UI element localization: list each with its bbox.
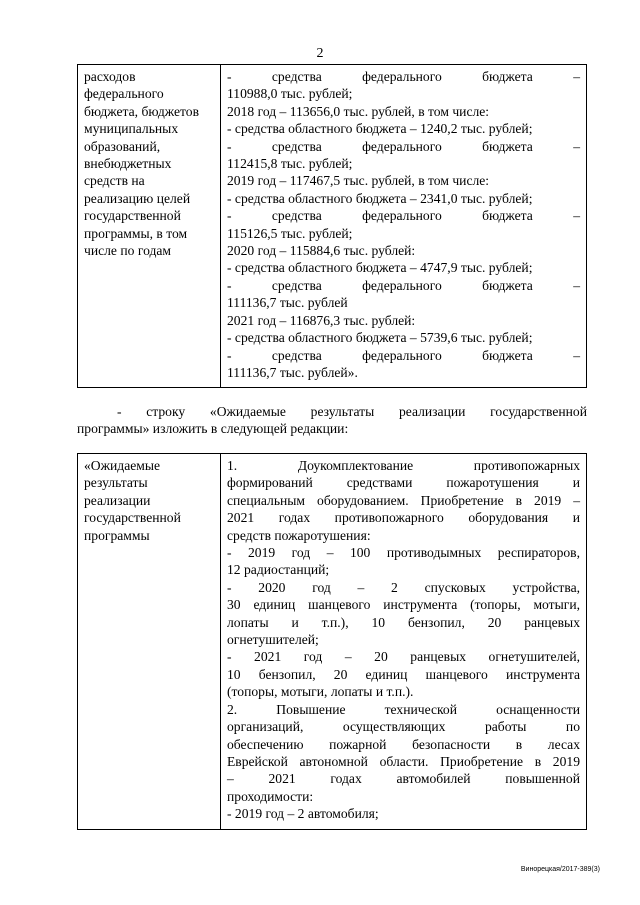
text-line: - 2019 год – 2 автомобиля; <box>227 806 379 822</box>
text-line: 2021 годах противопожарного оборудования и <box>227 510 580 526</box>
text-line: - средства областного бюджета – 5739,6 тыс. рублей; <box>227 330 533 346</box>
funding-label-cell <box>78 65 221 388</box>
text-line: - 2019 год – 100 противодымных респираторов, <box>227 545 580 561</box>
text-line: формирований средствами пожаротушения и <box>227 475 580 491</box>
table-row <box>78 454 587 830</box>
label-line: расходов <box>84 69 136 84</box>
text-line: - средства областного бюджета – 2341,0 тыс. рублей; <box>227 190 533 206</box>
text-line: 2. Повышение технической оснащенности <box>227 701 580 717</box>
text-line: - средства федерального бюджета – <box>227 277 580 293</box>
text-line: 111136,7 тыс. рублей». <box>227 364 358 380</box>
text-line: 2018 год – 113656,0 тыс. рублей, в том числе: <box>227 103 490 119</box>
funding-table <box>77 64 587 388</box>
label-line: муниципальных <box>84 121 179 137</box>
text-line: - средства федерального бюджета – <box>227 69 580 84</box>
label-line: реализации <box>84 492 151 508</box>
label-line: государственной <box>84 208 181 224</box>
instruction-paragraph <box>77 403 587 438</box>
text-line: Еврейской автономной области. Приобретение в 2019 <box>227 753 580 769</box>
label-line: программы <box>84 527 150 543</box>
text-line: организаций, осуществляющих работы по <box>227 719 580 735</box>
text-line: средств пожаротушения: <box>227 527 371 543</box>
label-line: программы, в том <box>84 225 188 241</box>
funding-values-cell <box>221 65 587 388</box>
text-line: - средства областного бюджета – 4747,9 тыс. рублей; <box>227 260 533 276</box>
table-row <box>78 65 587 388</box>
text-line: - средства федерального бюджета – <box>227 208 580 224</box>
text-line: 2020 год – 115884,6 тыс. рублей: <box>227 243 416 259</box>
expected-results-label-cell <box>78 454 221 830</box>
text-line: 1. Доукомплектование противопожарных <box>227 458 580 473</box>
text-line: 111136,7 тыс. рублей <box>227 295 348 311</box>
text-line: 110988,0 тыс. рублей; <box>227 86 353 102</box>
text-line: - 2020 год – 2 спусковых устройства, <box>227 579 580 595</box>
expected-results-values-cell <box>221 454 587 830</box>
text-line: - средства федерального бюджета – <box>227 138 580 154</box>
label-line: числе по годам <box>84 243 172 259</box>
label-line: бюджета, бюджетов <box>84 103 200 119</box>
label-line: государственной <box>84 510 181 526</box>
label-line: «Ожидаемые <box>84 458 161 473</box>
instruction-line: программы» изложить в следующей редакции: <box>77 421 349 437</box>
text-line: - 2021 год – 20 ранцевых огнетушителей, <box>227 649 580 665</box>
label-line: образований, <box>84 138 161 154</box>
text-line: 12 радиостанций; <box>227 562 330 578</box>
document-code: Винорецкая/2017-389(3) <box>520 866 600 873</box>
text-line: - средства областного бюджета – 1240,2 тыс. рублей; <box>227 121 533 137</box>
label-line: федерального <box>84 86 164 102</box>
label-line: внебюджетных <box>84 156 172 172</box>
text-line: 2019 год – 117467,5 тыс. рублей, в том числе: <box>227 173 490 189</box>
label-line: результаты <box>84 475 148 491</box>
text-line: 115126,5 тыс. рублей; <box>227 225 353 241</box>
text-line: 112415,8 тыс. рублей; <box>227 156 353 172</box>
text-line: 10 бензопил, 20 единиц шанцевого инструмента <box>227 666 580 682</box>
text-line: лопаты и т.п.), 10 бензопил, 20 ранцевых <box>227 614 580 630</box>
text-line: огнетушителей; <box>227 632 319 648</box>
text-line: 30 единиц шанцевого инструмента (топоры, мотыги, <box>227 597 580 613</box>
text-line: - средства федерального бюджета – <box>227 347 580 363</box>
page-number: 2 <box>316 46 324 61</box>
text-line: специальным оборудованием. Приобретение в 2019 – <box>227 492 580 508</box>
expected-results-table <box>77 453 587 830</box>
text-line: обеспечению пожарной безопасности в лесах <box>227 736 580 752</box>
label-line: средств на <box>84 173 145 189</box>
text-line: – 2021 годах автомобилей повышенной <box>227 771 580 787</box>
text-line: 2021 год – 116876,3 тыс. рублей: <box>227 312 416 328</box>
text-line: проходимости: <box>227 788 314 804</box>
text-line: (топоры, мотыги, лопаты и т.п.). <box>227 684 414 700</box>
label-line: реализацию целей <box>84 190 191 206</box>
instruction-line: - строку «Ожидаемые результаты реализации государственной <box>117 404 587 419</box>
